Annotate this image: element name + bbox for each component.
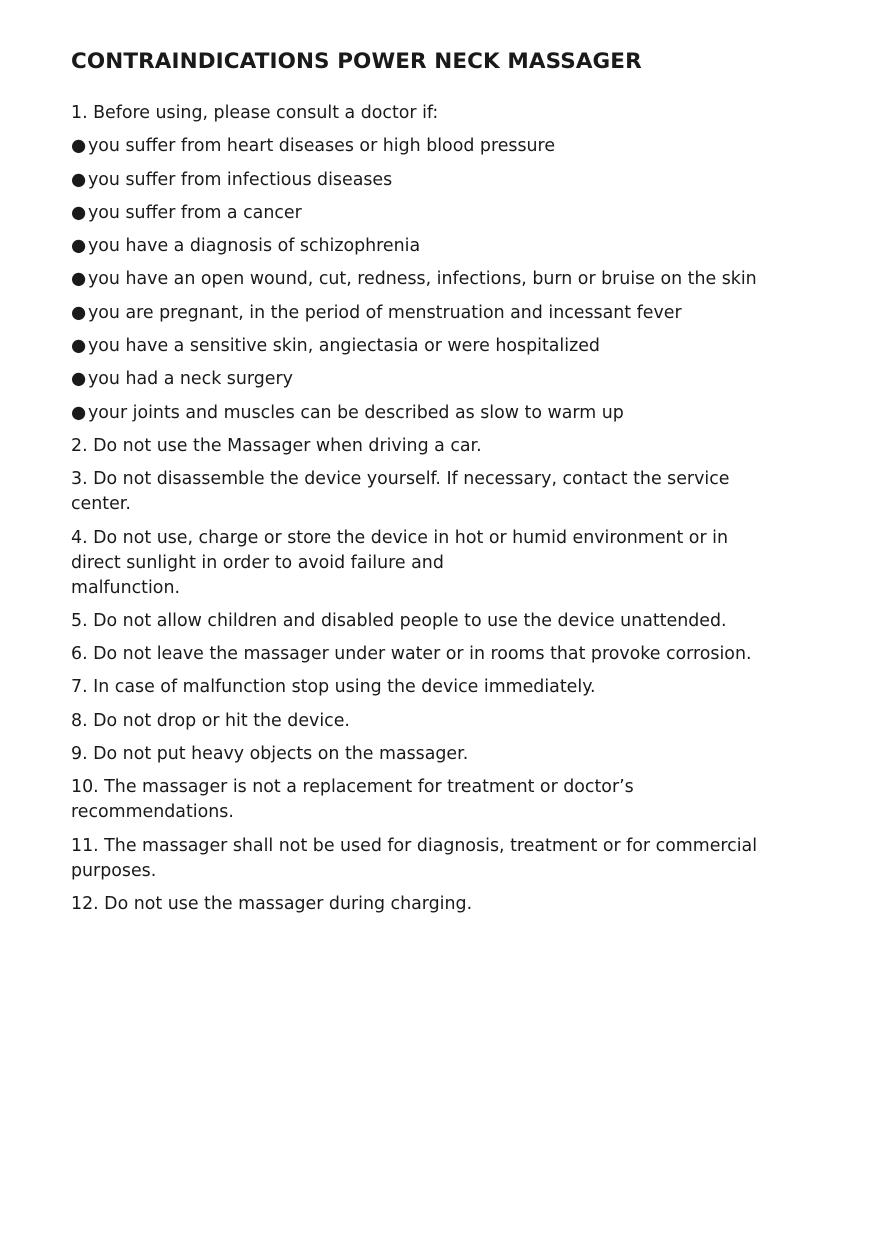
contraindications-list	[71, 101, 821, 917]
bullet-item	[71, 301, 821, 326]
list-item-11-line: purposes.	[71, 860, 157, 881]
bullet-item	[71, 401, 821, 426]
bullet-text: your joints and muscles can be described as slow to warm up	[88, 402, 624, 423]
list-item-10-line: recommendations.	[71, 802, 234, 823]
list-item-3-line: 3. Do not disassemble the device yourself. If necessary, contact the service	[71, 469, 730, 490]
bullet-icon: ●	[71, 202, 87, 223]
bullet-icon: ●	[71, 136, 87, 157]
bullet-item	[71, 134, 821, 159]
list-item-3	[71, 467, 811, 517]
list-item-11-line: 11. The massager shall not be used for diagnosis, treatment or for commercial	[71, 835, 758, 856]
bullet-text: you have a diagnosis of schizophrenia	[88, 236, 421, 257]
bullet-item	[71, 267, 821, 292]
list-item-12: 12. Do not use the massager during charging.	[71, 893, 473, 914]
bullet-text: you are pregnant, in the period of menstruation and incessant fever	[88, 302, 682, 323]
list-item-11	[71, 834, 811, 884]
list-item-4	[71, 526, 811, 601]
bullet-icon: ●	[71, 336, 87, 357]
list-item-3-line: center.	[71, 494, 131, 515]
bullet-text: you had a neck surgery	[88, 369, 293, 390]
page-title: CONTRAINDICATIONS POWER NECK MASSAGER	[71, 49, 642, 74]
bullet-item	[71, 201, 821, 226]
bullet-item	[71, 168, 821, 193]
bullet-icon: ●	[71, 402, 87, 423]
bullet-item	[71, 367, 821, 392]
list-item-4-line: direct sunlight in order to avoid failure and	[71, 552, 444, 573]
bullet-icon: ●	[71, 302, 87, 323]
bullet-item	[71, 234, 821, 259]
list-item-4-line: malfunction.	[71, 577, 180, 598]
bullet-text: you suffer from heart diseases or high blood pressure	[88, 136, 556, 157]
list-item-8: 8. Do not drop or hit the device.	[71, 710, 350, 731]
bullet-item	[71, 334, 821, 359]
document-page	[71, 44, 821, 925]
bullet-icon: ●	[71, 169, 87, 190]
bullet-text: you suffer from a cancer	[88, 202, 302, 223]
list-item-10	[71, 775, 811, 825]
list-item-5: 5. Do not allow children and disabled people to use the device unattended.	[71, 610, 727, 631]
bullet-icon: ●	[71, 236, 87, 257]
list-item-4-line: 4. Do not use, charge or store the device in hot or humid environment or in	[71, 527, 728, 548]
list-item-2: 2. Do not use the Massager when driving a car.	[71, 435, 482, 456]
bullet-icon: ●	[71, 269, 87, 290]
list-item-9: 9. Do not put heavy objects on the massager.	[71, 744, 469, 765]
list-item-1: 1. Before using, please consult a doctor if:	[71, 103, 439, 123]
list-item-7: 7. In case of malfunction stop using the device immediately.	[71, 677, 596, 698]
list-item-6: 6. Do not leave the massager under water or in rooms that provoke corrosion.	[71, 644, 752, 665]
list-item-10-line: 10. The massager is not a replacement for treatment or doctor’s	[71, 777, 634, 798]
bullet-icon: ●	[71, 369, 87, 390]
bullet-text: you have a sensitive skin, angiectasia or were hospitalized	[88, 336, 600, 357]
bullet-text: you have an open wound, cut, redness, infections, burn or bruise on the skin	[88, 269, 757, 290]
bullet-text: you suffer from infectious diseases	[88, 169, 393, 190]
